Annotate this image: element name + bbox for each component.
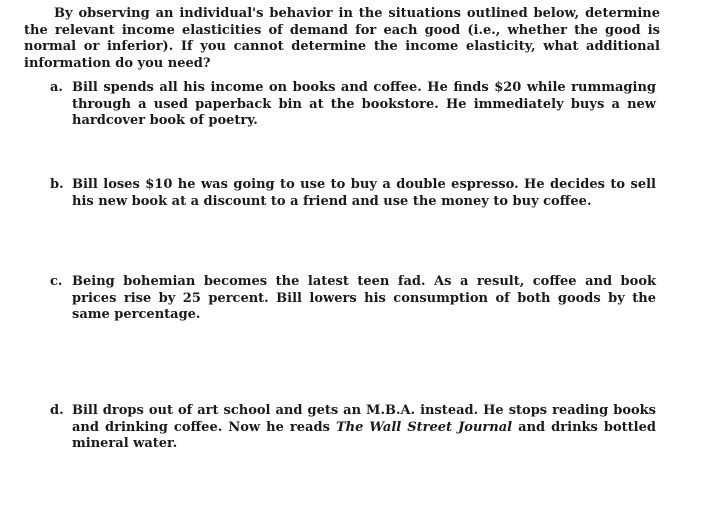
item-text: Bill loses $10 he was going to use to buy a double espresso. He decides to sell his new book at a discount to a friend and use the money to buy coffee. bbox=[72, 177, 656, 209]
intro-paragraph: By observing an individual's behavior in the situations outlined below, determine the relevant income elasticities of demand for each good (i.e., whether the good is normal or inferior). If you cannot determine the income elasticity, what additional information do you need? bbox=[24, 6, 660, 71]
question-item-b bbox=[50, 177, 656, 210]
item-text bbox=[72, 403, 656, 453]
item-letter: b. bbox=[50, 177, 64, 192]
question-item-d bbox=[50, 403, 656, 453]
item-letter: d. bbox=[50, 403, 64, 418]
item-text-end: and drinks bottled mineral water. bbox=[72, 419, 656, 451]
question-item-c bbox=[50, 274, 656, 324]
item-letter: c. bbox=[50, 274, 63, 289]
newspaper-title: The Wall Street Journal bbox=[335, 419, 513, 435]
item-text: Being bohemian becomes the latest teen fad. As a result, coffee and book prices rise by 25 percent. Bill lowers his consumption of both goods by the same percentage. bbox=[72, 274, 656, 322]
item-text: Bill spends all his income on books and coffee. He finds $20 while rummaging through a used paperback bin at the bookstore. He immediately buys a new hardcover book of poetry. bbox=[72, 80, 656, 128]
item-letter: a. bbox=[50, 80, 63, 95]
question-item-a bbox=[50, 80, 656, 130]
item-text-start: Bill drops out of art school and gets an M.B.A. instead. He stops reading books and drinking coffee. Now he reads bbox=[72, 403, 656, 435]
